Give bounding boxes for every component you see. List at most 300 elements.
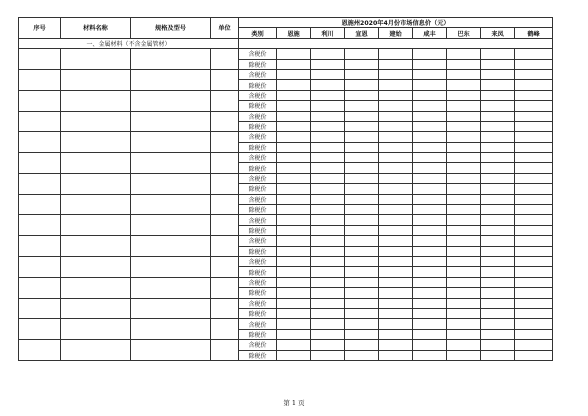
item-cell [211, 340, 239, 361]
price-cell [379, 308, 413, 318]
price-cell [515, 205, 553, 215]
price-cell [311, 267, 345, 277]
price-cell [379, 256, 413, 266]
price-cell [481, 194, 515, 204]
price-cell [311, 49, 345, 59]
item-cell [19, 69, 61, 90]
sub-header: 宣恩 [345, 28, 379, 38]
price-type-label: 除税价 [239, 205, 277, 215]
item-cell [61, 215, 131, 236]
price-cell [345, 246, 379, 256]
item-cell [211, 69, 239, 90]
price-cell [311, 153, 345, 163]
price-cell [413, 288, 447, 298]
price-cell [311, 225, 345, 235]
price-cell [379, 69, 413, 79]
price-cell [277, 49, 311, 59]
price-cell [345, 329, 379, 339]
item-cell [131, 236, 211, 257]
price-cell [515, 163, 553, 173]
price-cell [345, 49, 379, 59]
price-cell [345, 184, 379, 194]
price-cell [447, 205, 481, 215]
price-type-label: 含税价 [239, 298, 277, 308]
price-cell [311, 236, 345, 246]
price-type-label: 除税价 [239, 267, 277, 277]
price-cell [379, 267, 413, 277]
price-cell [277, 194, 311, 204]
price-cell [345, 350, 379, 360]
price-cell [413, 153, 447, 163]
price-cell [311, 246, 345, 256]
price-cell [413, 184, 447, 194]
item-cell [61, 340, 131, 361]
price-type-label: 除税价 [239, 184, 277, 194]
price-cell [447, 277, 481, 287]
price-cell [515, 350, 553, 360]
price-cell [311, 308, 345, 318]
price-type-label: 除税价 [239, 142, 277, 152]
price-type-label: 除税价 [239, 101, 277, 111]
price-type-label: 含税价 [239, 215, 277, 225]
sub-header: 恩施 [277, 28, 311, 38]
price-cell [311, 205, 345, 215]
price-rows [19, 49, 553, 361]
item-cell [61, 132, 131, 153]
item-cell [131, 111, 211, 132]
price-cell [379, 111, 413, 121]
item-cell [61, 319, 131, 340]
item-cell [211, 132, 239, 153]
price-cell [277, 225, 311, 235]
price-cell [515, 132, 553, 142]
price-type-label: 除税价 [239, 80, 277, 90]
price-cell [277, 163, 311, 173]
price-cell [345, 132, 379, 142]
price-cell [379, 132, 413, 142]
price-cell [447, 142, 481, 152]
price-cell [447, 153, 481, 163]
price-type-label: 除税价 [239, 59, 277, 69]
region-title: 恩施州2020年4月份市场信息价（元） [239, 18, 553, 28]
price-cell [447, 49, 481, 59]
price-cell [345, 90, 379, 100]
price-cell [447, 215, 481, 225]
table-row [19, 215, 553, 225]
price-type-label: 含税价 [239, 153, 277, 163]
item-cell [211, 49, 239, 70]
price-cell [311, 142, 345, 152]
price-cell [311, 173, 345, 183]
price-cell [481, 173, 515, 183]
price-cell [379, 277, 413, 287]
table-row [19, 173, 553, 183]
price-cell [447, 246, 481, 256]
price-cell [481, 184, 515, 194]
item-cell [211, 215, 239, 236]
price-cell [277, 308, 311, 318]
table-row [19, 256, 553, 266]
col-unit: 单位 [211, 18, 239, 39]
price-cell [447, 80, 481, 90]
price-cell [447, 90, 481, 100]
price-cell [481, 288, 515, 298]
item-cell [19, 256, 61, 277]
price-cell [447, 194, 481, 204]
price-cell [311, 298, 345, 308]
price-cell [345, 277, 379, 287]
price-cell [515, 153, 553, 163]
price-cell [413, 69, 447, 79]
item-cell [19, 49, 61, 70]
price-cell [379, 121, 413, 131]
item-cell [211, 277, 239, 298]
price-cell [379, 153, 413, 163]
price-cell [379, 194, 413, 204]
price-cell [447, 350, 481, 360]
item-cell [131, 215, 211, 236]
price-cell [311, 101, 345, 111]
section-row [19, 38, 553, 48]
price-cell [277, 215, 311, 225]
price-cell [311, 277, 345, 287]
price-cell [413, 163, 447, 173]
price-cell [311, 90, 345, 100]
price-cell [515, 225, 553, 235]
table-row [19, 277, 553, 287]
table-row [19, 132, 553, 142]
price-type-label: 含税价 [239, 132, 277, 142]
price-cell [413, 49, 447, 59]
price-cell [515, 267, 553, 277]
price-cell [277, 111, 311, 121]
price-cell [277, 59, 311, 69]
price-cell [447, 184, 481, 194]
price-cell [379, 80, 413, 90]
price-cell [277, 80, 311, 90]
sub-header: 来凤 [481, 28, 515, 38]
price-cell [311, 215, 345, 225]
col-material: 材料名称 [61, 18, 131, 39]
price-cell [379, 173, 413, 183]
sub-header: 鹤峰 [515, 28, 553, 38]
price-cell [481, 121, 515, 131]
price-cell [447, 132, 481, 142]
price-cell [481, 256, 515, 266]
price-cell [515, 308, 553, 318]
price-cell [481, 132, 515, 142]
price-cell [413, 246, 447, 256]
price-cell [515, 215, 553, 225]
table-row [19, 69, 553, 79]
price-cell [515, 194, 553, 204]
price-cell [481, 267, 515, 277]
price-cell [413, 308, 447, 318]
price-cell [515, 69, 553, 79]
price-cell [515, 90, 553, 100]
price-cell [447, 256, 481, 266]
price-type-label: 含税价 [239, 340, 277, 350]
price-type-label: 含税价 [239, 319, 277, 329]
price-cell [277, 153, 311, 163]
item-cell [19, 90, 61, 111]
price-type-label: 除税价 [239, 288, 277, 298]
item-cell [19, 340, 61, 361]
item-cell [211, 111, 239, 132]
price-cell [413, 298, 447, 308]
price-cell [345, 59, 379, 69]
price-cell [481, 153, 515, 163]
price-cell [481, 308, 515, 318]
price-cell [345, 101, 379, 111]
price-cell [277, 288, 311, 298]
price-cell [379, 215, 413, 225]
item-cell [61, 194, 131, 215]
price-cell [515, 80, 553, 90]
price-cell [345, 308, 379, 318]
price-cell [311, 288, 345, 298]
price-cell [481, 340, 515, 350]
price-cell [277, 121, 311, 131]
price-cell [447, 225, 481, 235]
price-cell [413, 267, 447, 277]
price-cell [277, 350, 311, 360]
price-cell [345, 298, 379, 308]
price-cell [277, 267, 311, 277]
item-cell [211, 153, 239, 174]
price-cell [311, 340, 345, 350]
price-cell [311, 184, 345, 194]
price-cell [515, 340, 553, 350]
price-cell [277, 277, 311, 287]
price-cell [413, 215, 447, 225]
price-cell [447, 319, 481, 329]
col-index: 序号 [19, 18, 61, 39]
price-cell [379, 225, 413, 235]
price-cell [311, 256, 345, 266]
price-cell [345, 319, 379, 329]
price-cell [413, 121, 447, 131]
price-cell [413, 90, 447, 100]
price-type-label: 除税价 [239, 163, 277, 173]
price-cell [515, 329, 553, 339]
item-cell [211, 298, 239, 319]
item-cell [19, 236, 61, 257]
price-cell [481, 111, 515, 121]
item-cell [19, 298, 61, 319]
table-row [19, 194, 553, 204]
item-cell [19, 215, 61, 236]
price-type-label: 除税价 [239, 350, 277, 360]
price-cell [515, 101, 553, 111]
item-cell [131, 277, 211, 298]
price-cell [345, 121, 379, 131]
sub-header: 咸丰 [413, 28, 447, 38]
price-cell [311, 319, 345, 329]
price-cell [345, 205, 379, 215]
price-cell [345, 163, 379, 173]
price-type-label: 含税价 [239, 69, 277, 79]
price-cell [447, 59, 481, 69]
price-cell [379, 319, 413, 329]
price-cell [311, 350, 345, 360]
price-cell [379, 205, 413, 215]
item-cell [131, 298, 211, 319]
price-cell [379, 246, 413, 256]
price-type-label: 除税价 [239, 225, 277, 235]
price-cell [413, 205, 447, 215]
price-cell [413, 101, 447, 111]
price-cell [413, 132, 447, 142]
table-row [19, 298, 553, 308]
price-cell [277, 90, 311, 100]
price-cell [481, 329, 515, 339]
price-cell [481, 350, 515, 360]
price-cell [481, 90, 515, 100]
table-row [19, 90, 553, 100]
table-row [19, 153, 553, 163]
item-cell [131, 319, 211, 340]
item-cell [211, 194, 239, 215]
item-cell [61, 49, 131, 70]
price-cell [277, 173, 311, 183]
price-cell [277, 69, 311, 79]
price-cell [277, 101, 311, 111]
item-cell [131, 340, 211, 361]
price-cell [447, 329, 481, 339]
price-cell [311, 329, 345, 339]
price-cell [345, 267, 379, 277]
price-cell [379, 236, 413, 246]
price-cell [481, 49, 515, 59]
sub-header: 利川 [311, 28, 345, 38]
price-cell [413, 256, 447, 266]
item-cell [61, 153, 131, 174]
price-cell [345, 225, 379, 235]
price-cell [277, 298, 311, 308]
sub-header: 巴东 [447, 28, 481, 38]
price-cell [515, 246, 553, 256]
price-cell [311, 132, 345, 142]
item-cell [131, 153, 211, 174]
col-spec: 规格及型号 [131, 18, 211, 39]
table-row [19, 319, 553, 329]
price-cell [481, 205, 515, 215]
item-cell [61, 236, 131, 257]
price-cell [311, 59, 345, 69]
price-cell [345, 215, 379, 225]
price-cell [481, 236, 515, 246]
price-type-label: 含税价 [239, 277, 277, 287]
price-cell [447, 288, 481, 298]
price-type-label: 除税价 [239, 246, 277, 256]
price-cell [447, 308, 481, 318]
price-cell [413, 277, 447, 287]
price-cell [481, 319, 515, 329]
price-cell [379, 163, 413, 173]
price-type-label: 含税价 [239, 194, 277, 204]
price-cell [413, 329, 447, 339]
price-cell [413, 340, 447, 350]
price-cell [447, 267, 481, 277]
price-cell [447, 121, 481, 131]
price-cell [379, 184, 413, 194]
price-cell [447, 236, 481, 246]
price-cell [515, 298, 553, 308]
price-cell [345, 111, 379, 121]
sub-header: 建始 [379, 28, 413, 38]
item-cell [19, 277, 61, 298]
price-cell [515, 142, 553, 152]
price-cell [277, 340, 311, 350]
price-cell [515, 49, 553, 59]
price-cell [311, 80, 345, 90]
item-cell [61, 111, 131, 132]
price-cell [481, 59, 515, 69]
price-cell [481, 163, 515, 173]
price-cell [515, 277, 553, 287]
price-cell [345, 288, 379, 298]
price-cell [379, 350, 413, 360]
price-type-label: 含税价 [239, 236, 277, 246]
item-cell [131, 194, 211, 215]
price-cell [413, 236, 447, 246]
item-cell [61, 173, 131, 194]
price-cell [345, 173, 379, 183]
price-cell [481, 225, 515, 235]
price-cell [413, 142, 447, 152]
price-cell [413, 111, 447, 121]
price-cell [379, 329, 413, 339]
item-cell [61, 277, 131, 298]
price-cell [413, 173, 447, 183]
price-type-label: 除税价 [239, 121, 277, 131]
price-cell [379, 340, 413, 350]
price-cell [515, 256, 553, 266]
price-table [18, 17, 553, 361]
item-cell [211, 256, 239, 277]
price-cell [515, 121, 553, 131]
price-cell [515, 236, 553, 246]
item-cell [61, 298, 131, 319]
price-cell [277, 142, 311, 152]
price-cell [481, 101, 515, 111]
price-cell [413, 80, 447, 90]
item-cell [131, 256, 211, 277]
item-cell [61, 69, 131, 90]
price-cell [447, 101, 481, 111]
price-cell [481, 142, 515, 152]
price-cell [379, 49, 413, 59]
price-cell [379, 59, 413, 69]
item-cell [131, 173, 211, 194]
price-cell [277, 246, 311, 256]
item-cell [131, 69, 211, 90]
price-cell [481, 246, 515, 256]
price-cell [277, 329, 311, 339]
price-cell [413, 319, 447, 329]
price-type-label: 含税价 [239, 173, 277, 183]
price-cell [277, 205, 311, 215]
price-cell [345, 153, 379, 163]
item-cell [19, 173, 61, 194]
price-cell [515, 319, 553, 329]
price-cell [277, 256, 311, 266]
price-cell [379, 90, 413, 100]
item-cell [61, 90, 131, 111]
price-cell [345, 236, 379, 246]
price-cell [481, 80, 515, 90]
